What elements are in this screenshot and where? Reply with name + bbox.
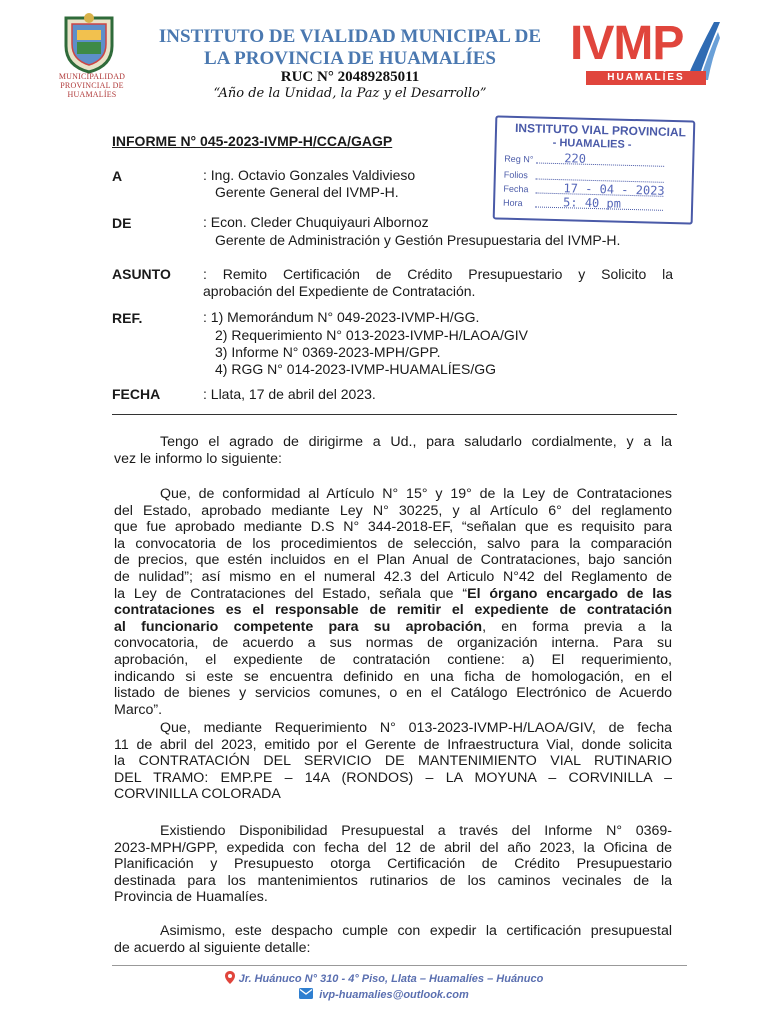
stamp-reg-value: 220 <box>564 151 587 166</box>
stamp-title: INSTITUTO VIAL PROVINCIAL <box>514 120 687 140</box>
stamp-folios-row: Folios <box>504 170 684 185</box>
reference-item: : 1) Memorándum N° 049-2023-IVMP-H/GG. <box>203 309 480 325</box>
ivmp-logo-text: IVMP <box>570 17 684 70</box>
subject-line1: : Remito Certificación de Crédito Presupuestario y Solicito la <box>203 266 673 282</box>
stamp-hora-value: 5: 40 pm <box>562 195 622 211</box>
year-motto: “Año de la Unidad, la Paz y el Desarrollo” <box>213 86 487 101</box>
reference-label: REF. <box>112 310 143 326</box>
paragraph-legal-basis: Que, de conformidad al Artículo N° 15° y 19° de la Ley de Contrataciones del Estado, aprobado mediante Ley N° 30225, y al Artículo 6° del reglamento que fue aprobado mediante D.S N° 344-2018-EF, “señalan que es requisito para la convocatoria de los procedimientos de selección, salvo para la comparación de precios, que estén incluidos en el Plan Anual de Contrataciones, bajo sanción de nulidad”; así mismo en el numeral 42.3 del Articulo N°42 del Reglamento de la Ley de Contrataciones del Estado, señala que “El órgano encargado de las contrataciones es el responsable de remitir el expediente de contratación al funcionario competente para su aprobación, en forma previa a la convocatoria, de acuerdo a sus normas de organización interna. Para su aprobación, el expediente de contratación contiene: a) El requerimiento, indicando si este se encuentra definido en una ficha de homologación, en el listado de bienes y servicios comunes, o en el Catálogo Electrónico de Acuerdo Marco”. <box>114 486 673 718</box>
paragraph-budget: Existiendo Disponibilidad Presupuestal a través del Informe N° 0369- 2023-MPH/GPP, expedida con fecha del 12 de abril del año 2023, la Oficina de Planificación y Presupuesto otorga Certificación de Crédito Presupuestario destinada para los mantenimientos rutinarios de los caminos vecinales de la Provincia de Huamalíes. <box>114 823 672 906</box>
to-title: Gerente General del IVMP-H. <box>215 184 399 200</box>
location-pin-icon <box>225 971 235 984</box>
from-title: Gerente de Administración y Gestión Presupuestaria del IVMP-H. <box>215 232 621 248</box>
reference-item: 4) RGG N° 014-2023-IVMP-HUAMALÍES/GG <box>215 361 497 377</box>
from-label: DE <box>112 215 132 231</box>
paragraph-greeting: Tengo el agrado de dirigirme a Ud., para saludarlo cordialmente, y a la vez le informo lo siguiente: <box>114 434 672 467</box>
institution-title: INSTITUTO DE VIALIDAD MUNICIPAL DE LA PROVINCIA DE HUAMALÍES <box>158 26 542 69</box>
header-divider <box>112 414 677 415</box>
footer-divider <box>112 965 687 966</box>
email-icon <box>299 988 313 999</box>
from-name: : Econ. Cleder Chuquiyauri Albornoz <box>203 214 429 230</box>
stamp-reg-row: Reg N° 220 <box>504 154 684 169</box>
footer-email: ivp-huamalies@outlook.com <box>0 988 768 1001</box>
reference-item: 3) Informe N° 0369-2023-MPH/GPP. <box>215 344 441 360</box>
municipal-crest-logo <box>62 12 116 74</box>
stamp-fecha-value: 17 - 04 - 2023 <box>563 181 665 198</box>
subject-line2: aprobación del Expediente de Contratación. <box>203 283 476 299</box>
ivmp-logo-subtext: HUAMALÍES <box>586 71 706 85</box>
paragraph-requirement: Que, mediante Requerimiento N° 013-2023-IVMP-H/LAOA/GIV, de fecha 11 de abril del 2023, emitido por el Gerente de Infraestructura Vial, donde solicita la CONTRATACIÓN DEL SERVICIO DE MANTENIMIENTO VIAL RUTINARIO DEL TRAMO: EMP.PE – 14A (RONDOS) – LA MOYUNA – CORVINILLA – CORVINILLA COLORADA <box>114 720 672 803</box>
to-label: A <box>112 168 123 184</box>
paragraph-certification: Asimismo, este despacho cumple con expedir la certificación presupuestal de acuerdo al siguiente detalle: <box>114 923 672 956</box>
date-value: : Llata, 17 de abril del 2023. <box>203 386 376 402</box>
date-label: FECHA <box>112 386 161 402</box>
stamp-hora-row: Hora 5: 40 pm <box>503 198 683 213</box>
stamp-fecha-row: Fecha 17 - 04 - 2023 <box>503 181 665 198</box>
reference-item: 2) Requerimiento N° 013-2023-IVMP-H/LAOA/GIV <box>215 327 528 343</box>
subject-label: ASUNTO <box>112 266 171 282</box>
informe-number: INFORME N° 045-2023-IVMP-H/CCA/GAGP <box>112 133 393 149</box>
footer-address: Jr. Huánuco N° 310 - 4° Piso, Llata – Huamalíes – Huánuco <box>0 971 768 985</box>
reception-stamp <box>493 115 696 224</box>
municipality-label: MUNICIPALIDAD PROVINCIAL DE HUAMALÍES <box>58 72 126 99</box>
stamp-subtitle: - HUAMALIES - <box>552 136 632 151</box>
to-name: : Ing. Octavio Gonzales Valdivieso <box>203 167 416 183</box>
ruc-number: RUC N° 20489285011 <box>280 69 420 85</box>
